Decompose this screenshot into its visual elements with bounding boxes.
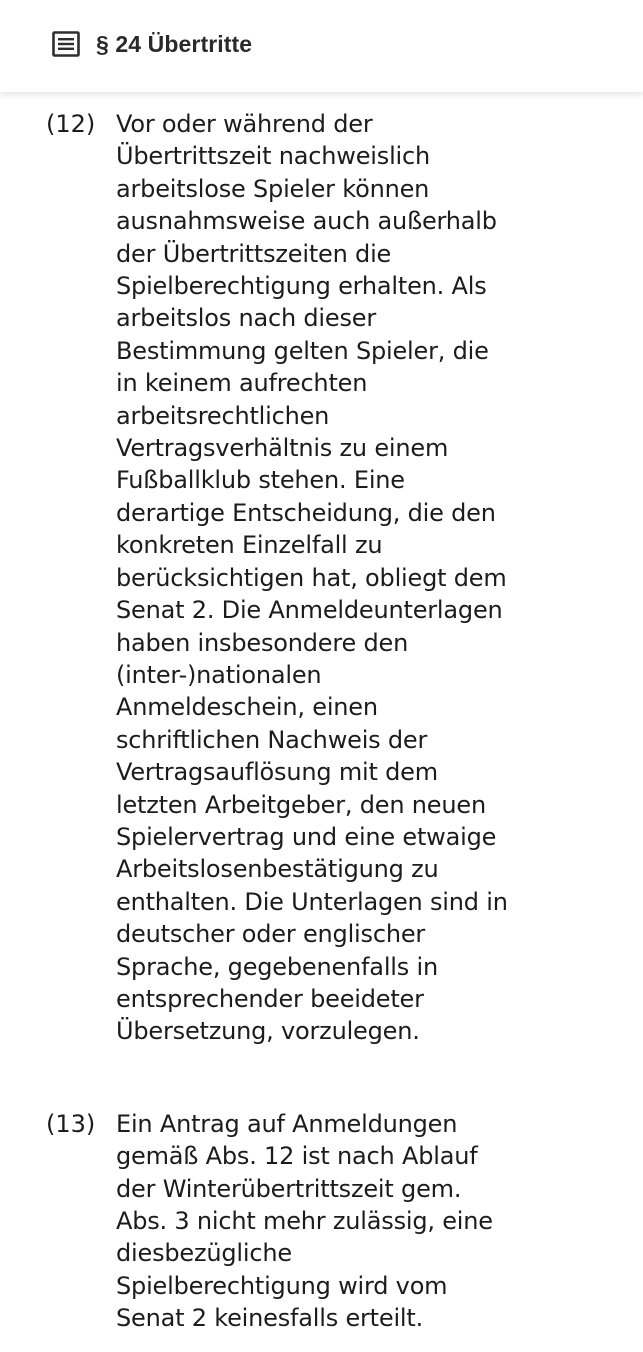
text-line: entsprechender beeideter (116, 984, 424, 1013)
text-line: letzten Arbeitgeber, den neuen (116, 790, 486, 819)
text-line: (inter-)nationalen (116, 660, 322, 689)
paragraph (0, 1108, 643, 1335)
text-line: berücksichtigen hat, obliegt dem (116, 563, 507, 592)
text-line: haben insbesondere den (116, 628, 409, 657)
text-line: Spielberechtigung erhalten. Als (116, 272, 487, 301)
text-line: der Winterübertrittszeit gem. (116, 1174, 462, 1203)
text-line: Übertrittszeit nachweislich (116, 142, 431, 171)
paragraph-text (116, 1108, 556, 1335)
paragraph-number: (13) (46, 1109, 96, 1138)
text-line: schriftlichen Nachweis der (116, 725, 428, 754)
text-line: Spielervertrag und eine etwaige (116, 822, 497, 851)
text-line: arbeitsrechtlichen (116, 401, 330, 430)
text-line: gemäß Abs. 12 ist nach Ablauf (116, 1142, 478, 1171)
text-line: arbeitslos nach dieser (116, 304, 376, 333)
text-line: Abs. 3 nicht mehr zulässig, eine (116, 1207, 493, 1235)
text-line: Vertragsauflösung mit dem (116, 758, 438, 787)
text-line: Arbeitslosenbestätigung zu (116, 855, 439, 884)
text-line: Senat 2 keinesfalls erteilt. (116, 1304, 424, 1333)
text-line: Anmeldeschein, einen (116, 693, 378, 722)
text-line: in keinem aufrechten (116, 369, 368, 398)
text-line: diesbezügliche (116, 1239, 292, 1268)
text-line: Bestimmung gelten Spieler, die (116, 336, 489, 365)
text-line: Sprache, gegebenenfalls in (116, 952, 438, 981)
text-line: ausnahmsweise auch außerhalb (116, 207, 497, 236)
text-line: Ein Antrag auf Anmeldungen (116, 1109, 458, 1138)
text-line: deutscher oder englischer (116, 920, 426, 949)
text-line: konkreten Einzelfall zu (116, 531, 383, 560)
text-line: derartige Entscheidung, die den (116, 498, 496, 527)
paragraph-text (116, 108, 556, 1048)
text-line: Vor oder während der (116, 110, 373, 138)
paragraph-number: (12) (46, 110, 96, 138)
text-line: arbeitslose Spieler können (116, 174, 430, 203)
text-line: der Übertrittszeiten die (116, 239, 392, 268)
text-line: Senat 2. Die Anmeldeunterlagen (116, 596, 503, 625)
page-title: § 24 Übertritte (96, 31, 253, 57)
text-line: Fußballklub stehen. Eine (116, 466, 405, 495)
header-bar (0, 0, 643, 92)
text-line: enthalten. Die Unterlagen sind in (116, 887, 508, 916)
document-lines-icon[interactable] (52, 31, 80, 57)
paragraph-gap (0, 1048, 643, 1108)
text-line: Übersetzung, vorzulegen. (116, 1017, 420, 1046)
document-body (0, 108, 643, 1335)
text-line: Spielberechtigung wird vom (116, 1271, 448, 1300)
paragraph (0, 108, 643, 1048)
text-line: Vertragsverhältnis zu einem (116, 434, 449, 463)
